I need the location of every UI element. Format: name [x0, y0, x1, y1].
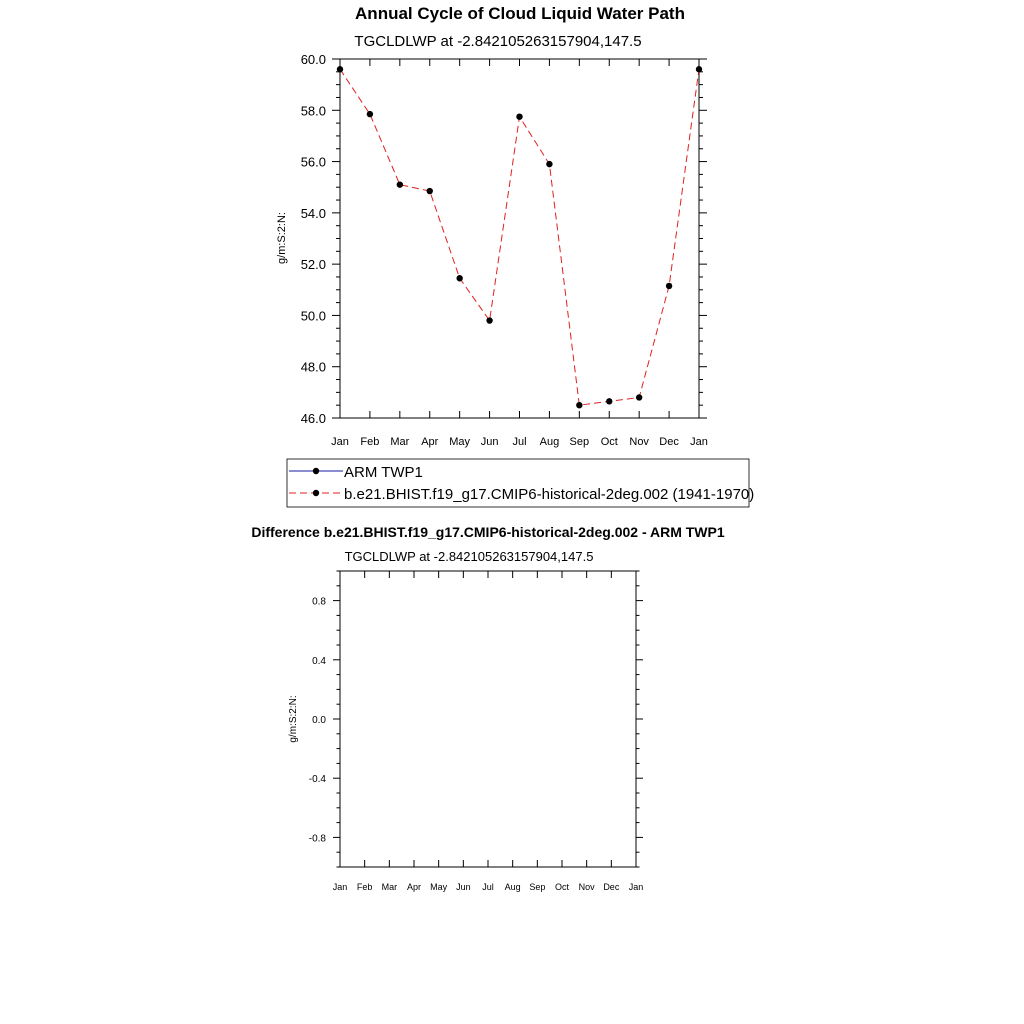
chart1-x-tick-label: Jan [331, 436, 349, 448]
chart1-data-point [486, 317, 492, 323]
legend-marker-model [313, 490, 319, 496]
chart1-data-point [636, 394, 642, 400]
legend-label-model: b.e21.BHIST.f19_g17.CMIP6-historical-2deg.002 (1941-1970) [344, 486, 755, 503]
chart1-plot-frame [340, 59, 699, 418]
chart2-x-tick-label: Oct [554, 882, 570, 892]
chart2-x-tick-label: May [430, 882, 448, 892]
chart1-x-tick-label: Nov [629, 436, 649, 448]
chart1-y-tick-label: 54.0 [300, 205, 326, 221]
chart2-x-tick-label: Mar [381, 882, 398, 892]
chart1-y-tick-label: 58.0 [300, 103, 326, 119]
chart2-x-tick-label: Feb [356, 882, 373, 892]
chart1-x-tick-label: Sep [569, 436, 590, 448]
annual-cycle-chart [276, 4, 754, 507]
chart1-title: Annual Cycle of Cloud Liquid Water Path [355, 4, 685, 23]
chart1-x-tick-label: Mar [390, 436, 410, 448]
chart1-series [337, 66, 702, 408]
chart1-data-point [666, 283, 672, 289]
chart2-ticks [309, 571, 643, 892]
chart1-y-tick-label: 56.0 [300, 154, 326, 170]
chart1-legend [287, 459, 754, 507]
chart1-x-tick-label: Jul [512, 436, 527, 448]
chart1-x-tick-label: Oct [600, 436, 618, 448]
chart1-x-tick-label: May [449, 436, 471, 448]
chart2-x-tick-label: Jan [332, 882, 348, 892]
chart2-x-tick-label: Nov [578, 882, 595, 892]
chart1-data-point [546, 161, 552, 167]
chart2-x-tick-label: Jun [456, 882, 471, 892]
chart1-y-tick-label: 46.0 [300, 411, 326, 426]
chart2-title: Difference b.e21.BHIST.f19_g17.CMIP6-historical-2deg.002 - ARM TWP1 [251, 524, 725, 540]
chart2-y-tick-label: -0.4 [308, 774, 326, 786]
chart2-y-axis-label: g/m:S:2:N: [288, 695, 299, 743]
chart1-x-tick-label: Jan [690, 436, 708, 448]
chart2-x-tick-label: Jul [482, 882, 494, 892]
chart1-ticks [301, 52, 708, 448]
chart1-x-tick-label: Feb [360, 436, 380, 448]
chart2-y-tick-label: -0.8 [308, 833, 326, 845]
chart1-y-tick-label: 52.0 [300, 257, 326, 273]
chart2-x-tick-label: Sep [529, 882, 546, 892]
chart1-x-tick-label: Apr [421, 436, 439, 448]
chart1-data-point [367, 111, 373, 117]
chart1-data-point [397, 181, 403, 187]
chart1-data-point [516, 113, 522, 119]
chart1-x-tick-label: Dec [659, 436, 679, 448]
chart2-y-tick-label: 0.0 [312, 715, 326, 726]
chart2-plot-frame [340, 571, 636, 867]
chart1-y-tick-label: 60.0 [300, 52, 326, 67]
chart1-y-tick-label: 50.0 [300, 308, 326, 324]
chart1-data-point [576, 402, 582, 408]
chart1-data-point [427, 188, 433, 194]
legend-label-arm: ARM TWP1 [344, 464, 423, 481]
chart1-subtitle: TGCLDLWP at -2.842105263157904,147.5 [354, 33, 642, 50]
chart1-x-tick-label: Aug [539, 436, 560, 448]
chart1-data-point [606, 398, 612, 404]
chart1-y-tick-label: 48.0 [300, 359, 326, 375]
chart2-x-tick-label: Aug [504, 882, 521, 892]
chart2-subtitle: TGCLDLWP at -2.842105263157904,147.5 [344, 549, 594, 564]
chart1-x-tick-label: Jun [480, 436, 499, 448]
chart2-x-tick-label: Apr [406, 882, 422, 892]
chart1-data-point [456, 275, 462, 281]
chart2-y-tick-label: 0.4 [312, 655, 326, 667]
chart2-x-tick-label: Dec [603, 882, 620, 892]
legend-marker-arm [313, 468, 319, 474]
chart1-data-point [696, 66, 702, 72]
chart1-y-axis-label: g/m:S:2:N: [276, 212, 288, 264]
chart1-data-point [337, 66, 343, 72]
chart2-x-tick-label: Jan [628, 882, 644, 892]
difference-chart [251, 524, 724, 892]
chart2-y-tick-label: 0.8 [312, 596, 326, 608]
